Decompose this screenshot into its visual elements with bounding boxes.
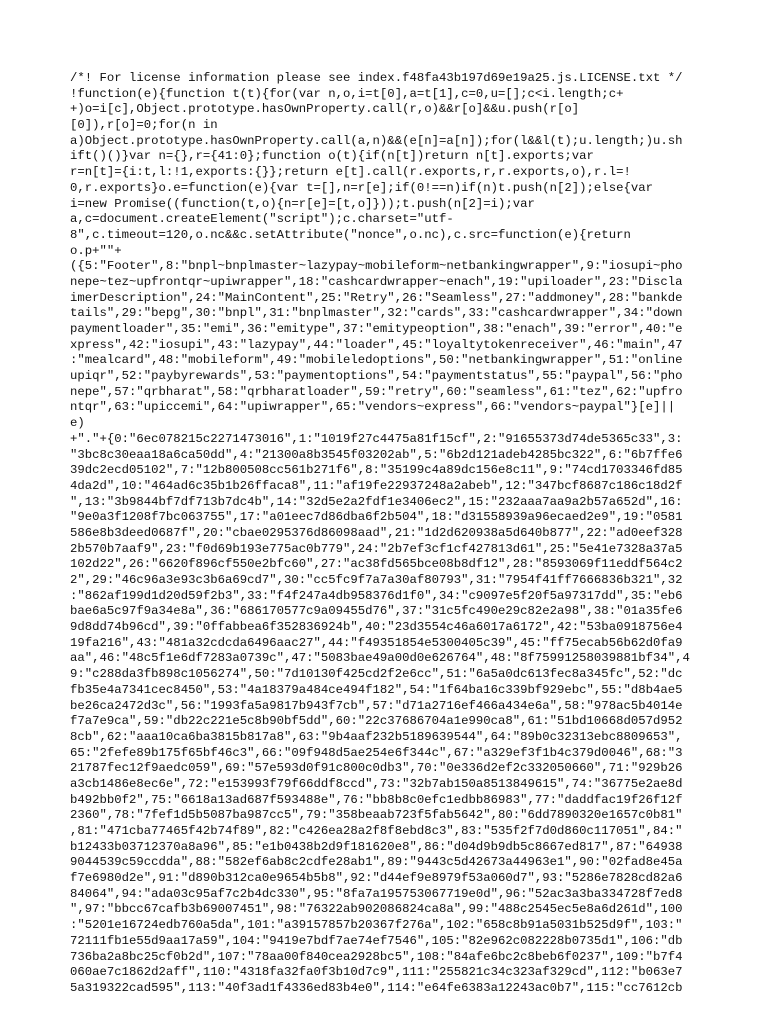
code-line: 586e8b3deed0687f",20:"cbae0295376d86098aad",21:"1d2d620938a5d640b877",22:"ad0eef328 bbox=[70, 525, 683, 540]
code-line: imerDescription",24:"MainContent",25:"Retry",26:"Seamless",27:"addmoney",28:"bankde bbox=[70, 290, 683, 305]
code-line: 84064",94:"ada03c95af7c2b4dc330",95:"8fa7a195753067719e0d",96:"52ac3a3ba334728f7ed8 bbox=[70, 886, 683, 901]
code-line: be26ca2472d3c",56:"1993fa5a9817b943f7cb",57:"d71a2716ef466a434e6a",58:"978ac5b4014e bbox=[70, 698, 683, 713]
code-line: r=n[t]={i:t,l:!1,exports:{}};return e[t].call(r.exports,r,r.exports,o),r.l=! bbox=[70, 165, 631, 180]
code-line: e) bbox=[70, 416, 85, 431]
code-line: fb35e4a7341cec8450",53:"4a18379a484ce494f182",54:"1f64ba16c339bf929ebc",55:"d8b4ae5 bbox=[70, 682, 683, 697]
code-line: ",97:"bbcc67cafb3b69007451",98:"76322ab902086824ca8a",99:"488c2545ec5e8a6d261d",100 bbox=[70, 902, 683, 917]
code-line: 8cb",62:"aaa10ca6ba3815b817a8",63:"9b4aaf232b5189639544",64:"89b0c32313ebc8809653", bbox=[70, 729, 683, 744]
code-line: 5a319322cad595",113:"40f3ad1f4336ed83b4e0",114:"e64fe6383a12243ac0b7",115:"cc7612cb bbox=[70, 980, 683, 995]
code-line: +)o=i[c],Object.prototype.hasOwnProperty.call(r,o)&&r[o]&&u.push(r[o] bbox=[70, 102, 580, 117]
code-line: 2",29:"46c96a3e93c3b6a69cd7",30:"cc5fc9f7a7a30af80793",31:"7954f41ff7666836b321",32 bbox=[70, 573, 683, 587]
code-line: nepe",57:"qrbharat",58:"qrbharatloader",59:"retry",60:"seamless",61:"tez",62:"upfro bbox=[70, 384, 683, 399]
code-line: b492bb0f2",75:"6618a13ad687f593488e",76:"bb8b8c0efc1edbb86983",77:"daddfac19f26f12f bbox=[70, 792, 683, 807]
code-line: 0,r.exports}o.e=function(e){var t=[],n=r[e];if(0!==n)if(n)t.push(n[2]);else{var bbox=[70, 180, 653, 195]
code-line: f7a7e9ca",59:"db22c221e5c8b90bf5dd",60:"22c37686704a1e990ca8",61:"51bd10668d057d952 bbox=[70, 714, 683, 729]
code-line: a3cb1486e8ec6e",72:"e153993f79f66ddf8ccd",73:"32b7ab150a8513849615",74:"36775e2ae8d bbox=[70, 776, 683, 791]
code-line: 39dc2ecd05102",7:"12b800508cc561b271f6",8:"35199c4a89dc156e8c11",9:"74cd1703346fd85 bbox=[70, 463, 683, 478]
code-line: 8",c.timeout=120,o.nc&&c.setAttribute("nonce",o.nc),c.src=function(e){return bbox=[70, 227, 631, 242]
source-code-text bbox=[70, 71, 700, 997]
code-line: aa",46:"48c5f1e6df7283a0739c",47:"5083bae49a00d0e626764",48:"8f75991258039881bf34",4 bbox=[70, 651, 690, 666]
code-line: xpress",42:"iosupi",43:"lazypay",44:"loader",45:"loyaltytokenreceiver",46:"main",47 bbox=[70, 337, 683, 352]
code-line: 102d22",26:"6620f896cf550e2bfc60",27:"ac38fd565bce08b8df12",28:"8593069f11eddf564c2 bbox=[70, 557, 683, 572]
code-line: "9e0a3f1208f7bc063755",17:"a01eec7d86dba6f2b504",18:"d31558939a96ecaed2e9",19:"0581 bbox=[70, 510, 683, 525]
code-line: nepe~tez~upfrontqr~upiwrapper",18:"cashcardwrapper~enach",19:"upiloader",23:"Discla bbox=[70, 274, 683, 289]
code-line: 4da2d",10:"464ad6c35b1b26ffaca8",11:"af19fe22937248a2abeb",12:"347bcf8687c186c18d2f bbox=[70, 478, 683, 493]
code-line: 21787fec12f9aedc059",69:"57e593d0f91c800c0db3",70:"0e336d2ef2c332050660",71:"929b26 bbox=[70, 761, 683, 776]
code-line: upiqr",52:"paybyrewards",53:"paymentoptions",54:"paymentstatus",55:"paypal",56:"pho bbox=[70, 369, 683, 384]
code-line: o.p+""+ bbox=[70, 243, 122, 258]
code-line: 9:"c288da3fb898c1056274",50:"7d10130f425cd2f2e6cc",51:"6a5a0dc613fec8a345fc",52:"dc bbox=[70, 667, 683, 682]
code-line: a,c=document.createElement("script");c.charset="utf- bbox=[70, 212, 454, 227]
code-line: ",13:"3b9844bf7df713b7dc4b",14:"32d5e2a2fdf1e3406ec2",15:"232aaa7aa9a2b57a652d",16: bbox=[70, 494, 683, 509]
code-line: ift()()}var n={},r={41:0};function o(t){if(n[t])return n[t].exports;var bbox=[70, 149, 594, 164]
code-line: 9d8dd74b96cd",39:"0ffabbea6f352836924b",40:"23d3554c46a6017a6172",42:"53ba0918756e4 bbox=[70, 620, 683, 635]
code-line: 2360",78:"7fef1d5b5087ba987cc5",79:"358beaab723f5fab5642",80:"6dd7890320e1657c0b81" bbox=[70, 808, 683, 823]
code-line: tails",29:"bepg",30:"bnpl",31:"bnplmaster",32:"cards",33:"cashcardwrapper",34:"down bbox=[70, 306, 683, 321]
code-line: /*! For license information please see index.f48fa43b197d69e19a25.js.LICENSE.txt */ bbox=[70, 71, 683, 85]
code-line: 2b570b7aaf9",23:"f0d69b193e775ac0b779",24:"2b7ef3cf1cf427813d61",25:"5e41e7328a37a5 bbox=[70, 541, 683, 556]
code-line: 736ba2a8bc25cf0b2d",107:"78aa00f840cea2928bc5",108:"84afe6bc2c8beb6f0237",109:"b7f4 bbox=[70, 949, 683, 964]
code-line: ntqr",63:"upiccemi",64:"upiwrapper",65:"vendors~express",66:"vendors~paypal"}[e]|| bbox=[70, 400, 676, 415]
code-line: i=new Promise((function(t,o){n=r[e]=[t,o]}));t.push(n[2]=i);var bbox=[70, 196, 535, 211]
code-line: 9044539c59ccdda",88:"582ef6ab8c2cdfe28ab1",89:"9443c5d42673a44963e1",90:"02fad8e45a bbox=[70, 855, 683, 870]
code-line: +"."+{0:"6ec078215c2271473016",1:"1019f27c4475a81f15cf",2:"91655373d74de5365c33",3: bbox=[70, 431, 683, 446]
code-line: paymentloader",35:"emi",36:"emitype",37:"emitypeoption",38:"enach",39:"error",40:"e bbox=[70, 322, 683, 336]
code-line: bae6a5c97f9a34e8a",36:"686170577c9a09455d76",37:"31c5fc490e29c82e2a98",38:"01a35fe6 bbox=[70, 604, 683, 619]
code-line: ({5:"Footer",8:"bnpl~bnplmaster~lazypay~mobileform~netbankingwrapper",9:"iosupi~pho bbox=[70, 259, 683, 274]
code-line: "3bc8c30eaa18a6ca50dd",4:"21300a8b3545f03202ab",5:"6b2d121adeb4285bc322",6:"6b7ffe6 bbox=[70, 447, 683, 462]
code-line: b12433b03712370a8a96",85:"e1b0438b2d9f181620e8",86:"d04d9b9db5c8667ed817",87:"64938 bbox=[70, 839, 683, 854]
code-line: 65:"2fefe89b175f65bf46c3",66:"09f948d5ae254e6f344c",67:"a329ef3f1b4c379d0046",68:"3 bbox=[70, 745, 683, 760]
code-line: a)Object.prototype.hasOwnProperty.call(a,n)&&(e[n]=a[n]);for(l&&l(t);u.length;)u.sh bbox=[70, 133, 683, 148]
code-line: 19fa216",43:"481a32cdcda6496aac27",44:"f49351854e5300405c39",45:"ff75ecab56b62d0fa9 bbox=[70, 635, 683, 650]
code-line: 060ae7c1862d2aff",110:"4318fa32fa0f3b10d7c9",111:"255821c34c323af329cd",112:"b063e7 bbox=[70, 965, 683, 980]
code-line: ,81:"471cba77465f42b74f89",82:"c426ea28a2f8f8ebd8c3",83:"535f2f7d0d860c117051",84:" bbox=[70, 824, 683, 838]
code-line: !function(e){function t(t){for(var n,o,i=t[0],a=t[1],c=0,u=[];c<i.length;c+ bbox=[70, 86, 624, 101]
code-line: :"mealcard",48:"mobileform",49:"mobileledoptions",50:"netbankingwrapper",51:"online bbox=[70, 353, 683, 368]
code-line: :"5201e16724edb760a5da",101:"a39157857b20367f276a",102:"658c8b91a5031b525d9f",103:" bbox=[70, 918, 683, 933]
code-line: :"862af199d1d20d59f2b3",33:"f4f247a4db958376d1f0",34:"c9097e5f20f5a97317dd",35:"eb6 bbox=[70, 588, 683, 603]
code-line: f7e6980d2e",91:"d890b312ca0e9654b5b8",92:"d44ef9e8979f53a060d7",93:"5286e7828cd82a6 bbox=[70, 871, 683, 886]
code-line: 72111fb1e55d9aa17a59",104:"9419e7bdf7ae74ef7546",105:"82e962c082228b0735d1",106:"db bbox=[70, 933, 683, 948]
code-line: [0]),r[o]=0;for(n in bbox=[70, 118, 218, 133]
